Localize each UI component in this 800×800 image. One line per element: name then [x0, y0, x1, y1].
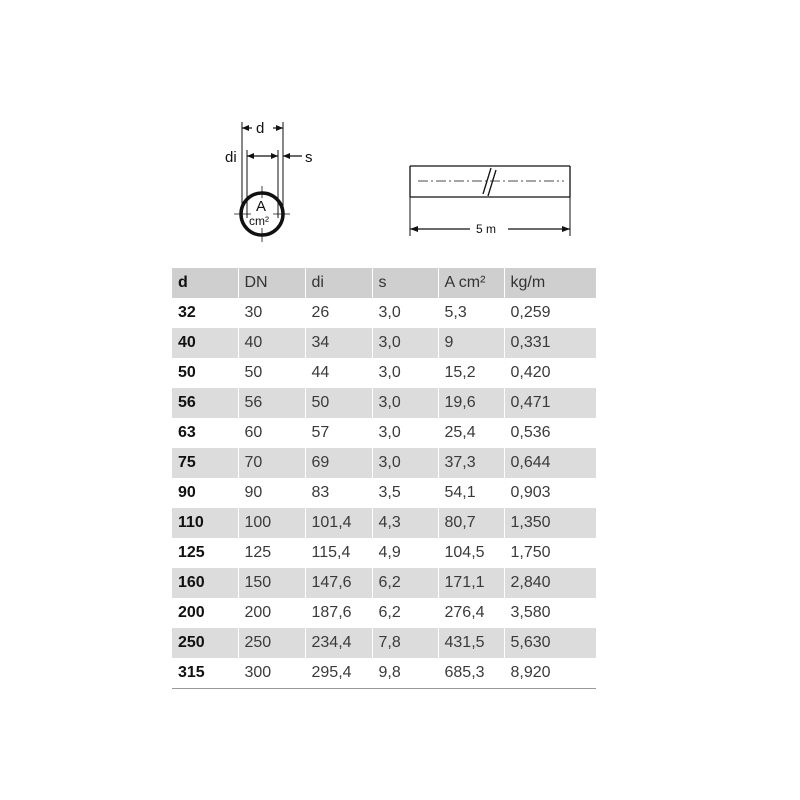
cell-area: 5,3	[438, 298, 504, 328]
cell-dn: 70	[238, 448, 305, 478]
cell-s: 6,2	[372, 598, 438, 628]
table-row	[172, 538, 596, 568]
header-d: d	[178, 274, 188, 291]
cell-dn: 200	[238, 598, 305, 628]
table-row	[172, 508, 596, 538]
table-header-row	[172, 268, 596, 298]
cell-d: 315	[172, 658, 238, 689]
cell-s: 4,3	[372, 508, 438, 538]
cell-s: 3,0	[372, 298, 438, 328]
table-row	[172, 328, 596, 358]
cell-weight: 3,580	[504, 598, 596, 628]
cell-weight: 0,644	[504, 448, 596, 478]
cell-weight: 2,840	[504, 568, 596, 598]
cell-d: 110	[178, 514, 204, 531]
cell-di: 187,6	[305, 598, 372, 628]
cell-area: 9	[438, 328, 504, 358]
cell-dn: 250	[238, 628, 305, 658]
label-A: A	[256, 198, 267, 215]
cell-area: 80,7	[438, 508, 504, 538]
cell-s: 7,8	[372, 628, 438, 658]
table-row	[172, 358, 596, 388]
pipe-diagrams	[0, 0, 800, 260]
cell-d: 40	[178, 334, 196, 351]
cell-dn: 125	[238, 538, 305, 568]
pipe-side-view-diagram	[410, 166, 570, 236]
label-length: 5 m	[476, 222, 497, 236]
cell-s: 3,0	[372, 388, 438, 418]
cell-dn: 300	[238, 658, 305, 689]
table-row	[172, 658, 596, 689]
cell-dn: 50	[238, 358, 305, 388]
table-row	[172, 628, 596, 658]
header-di: di	[305, 268, 372, 298]
cell-area: 431,5	[438, 628, 504, 658]
cell-area: 171,1	[438, 568, 504, 598]
cell-s: 4,9	[372, 538, 438, 568]
cell-di: 50	[305, 388, 372, 418]
table-row	[172, 388, 596, 418]
table-row	[172, 298, 596, 328]
cell-di: 26	[305, 298, 372, 328]
cell-dn: 90	[238, 478, 305, 508]
header-weight: kg/m	[504, 268, 596, 298]
cell-s: 6,2	[372, 568, 438, 598]
cell-d: 90	[178, 484, 196, 501]
cell-d: 200	[178, 604, 205, 621]
cell-di: 295,4	[305, 658, 372, 689]
cell-weight: 0,420	[504, 358, 596, 388]
cell-weight: 0,903	[504, 478, 596, 508]
cell-area: 104,5	[438, 538, 504, 568]
cell-weight: 0,471	[504, 388, 596, 418]
cell-d: 50	[178, 364, 196, 381]
cell-d: 63	[178, 424, 196, 441]
label-s: s	[305, 149, 313, 166]
cell-s: 3,5	[372, 478, 438, 508]
cell-s: 3,0	[372, 328, 438, 358]
cell-s: 3,0	[372, 358, 438, 388]
cell-di: 69	[305, 448, 372, 478]
cell-d: 56	[178, 394, 196, 411]
cell-dn: 150	[238, 568, 305, 598]
cell-dn: 30	[238, 298, 305, 328]
cell-area: 37,3	[438, 448, 504, 478]
cell-weight: 5,630	[504, 628, 596, 658]
cell-dn: 60	[238, 418, 305, 448]
cell-weight: 8,920	[504, 658, 596, 689]
cell-area: 54,1	[438, 478, 504, 508]
cell-area: 276,4	[438, 598, 504, 628]
cell-dn: 40	[238, 328, 305, 358]
pipe-dimensions-table	[172, 268, 596, 689]
cell-weight: 1,750	[504, 538, 596, 568]
header-area: A cm²	[438, 268, 504, 298]
cell-di: 83	[305, 478, 372, 508]
header-s: s	[372, 268, 438, 298]
cell-dn: 56	[238, 388, 305, 418]
cell-dn: 100	[238, 508, 305, 538]
table-row	[172, 478, 596, 508]
label-cm2: cm²	[249, 214, 269, 228]
label-d: d	[256, 120, 265, 137]
table-row	[172, 568, 596, 598]
cell-d: 75	[178, 454, 196, 471]
cell-weight: 1,350	[504, 508, 596, 538]
cell-area: 685,3	[438, 658, 504, 689]
cell-weight: 0,536	[504, 418, 596, 448]
cell-s: 9,8	[372, 658, 438, 689]
cross-section-diagram	[225, 120, 313, 242]
table-row	[172, 418, 596, 448]
header-dn: DN	[238, 268, 305, 298]
cell-area: 25,4	[438, 418, 504, 448]
table-row	[172, 598, 596, 628]
cell-di: 57	[305, 418, 372, 448]
cell-di: 115,4	[305, 538, 372, 568]
cell-s: 3,0	[372, 448, 438, 478]
table-row	[172, 448, 596, 478]
cell-di: 147,6	[305, 568, 372, 598]
label-di: di	[225, 149, 237, 166]
cell-area: 19,6	[438, 388, 504, 418]
cell-d: 160	[178, 574, 205, 591]
cell-d: 125	[178, 544, 205, 561]
cell-di: 34	[305, 328, 372, 358]
cell-d: 32	[178, 304, 196, 321]
cell-s: 3,0	[372, 418, 438, 448]
cell-di: 101,4	[305, 508, 372, 538]
cell-area: 15,2	[438, 358, 504, 388]
table-body	[172, 298, 596, 689]
cell-di: 44	[305, 358, 372, 388]
cell-di: 234,4	[305, 628, 372, 658]
cell-d: 250	[178, 634, 205, 651]
cell-weight: 0,331	[504, 328, 596, 358]
cell-weight: 0,259	[504, 298, 596, 328]
